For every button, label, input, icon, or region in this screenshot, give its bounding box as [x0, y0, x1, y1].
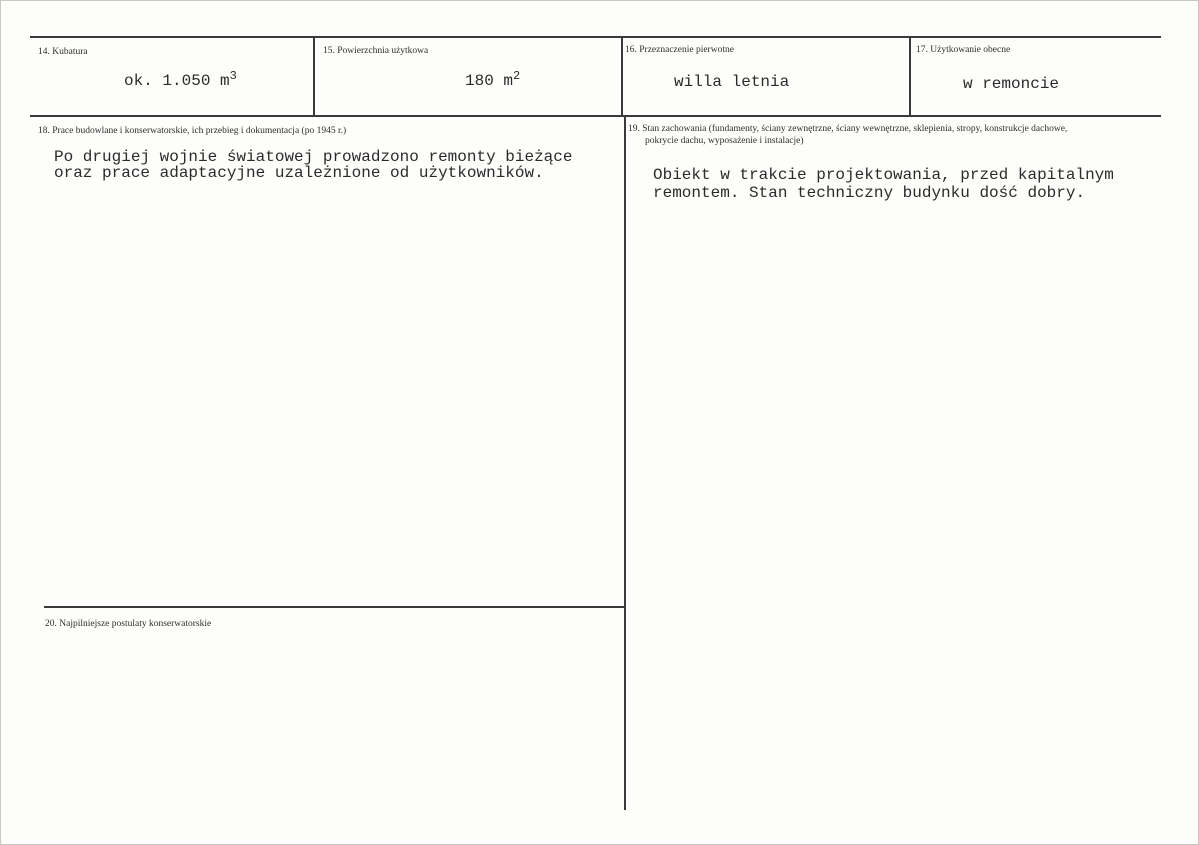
stan-label-line-1: 19. Stan zachowania (fundamenty, ściany zewnętrzne, ściany wewnętrzne, sklepienia, stropy, konstrukcje dachowe, — [628, 124, 1068, 134]
przeznaczenie-value: willa letnia — [674, 73, 790, 91]
przeznaczenie-label: 16. Przeznaczenie pierwotne — [625, 45, 734, 55]
kubatura-label: 14. Kubatura — [38, 47, 88, 57]
stan-label-line-2: pokrycie dachu, wyposażenie i instalacje) — [645, 136, 804, 146]
powierzchnia-unit-exponent: 2 — [513, 69, 521, 83]
top-rule — [30, 36, 1161, 38]
postulaty-label: 20. Najpilniejsze postulaty konserwatorskie — [45, 619, 212, 629]
kubatura-unit-exponent: 3 — [229, 69, 237, 83]
uzytkowanie-label: 17. Użytkowanie obecne — [916, 45, 1011, 55]
row-divider — [30, 115, 1161, 117]
kubatura-value — [124, 69, 237, 90]
powierzchnia-label: 15. Powierzchnia użytkowa — [323, 46, 429, 56]
prace-label: 18. Prace budowlane i konserwatorskie, ich przebieg i dokumentacja (po 1945 r.) — [38, 126, 347, 136]
col-divider-3 — [909, 36, 911, 117]
col-divider-1 — [313, 36, 315, 117]
section-20-rule — [44, 606, 626, 608]
prace-line-1: Po drugiej wojnie światowej prowadzono remonty bieżące — [54, 148, 573, 166]
stan-line-2: remontem. Stan techniczny budynku dość dobry. — [653, 184, 1086, 202]
kubatura-value-text: ok. 1.050 m — [124, 72, 230, 90]
stan-line-1: Obiekt w trakcie projektowania, przed kapitalnym — [653, 166, 1114, 184]
powierzchnia-value — [465, 69, 521, 90]
powierzchnia-value-text: 180 m — [465, 72, 514, 90]
col-divider-2 — [621, 36, 623, 117]
uzytkowanie-value: w remoncie — [963, 75, 1060, 93]
center-divider — [624, 115, 626, 810]
prace-line-2: oraz prace adaptacyjne uzależnione od użytkowników. — [54, 164, 544, 182]
